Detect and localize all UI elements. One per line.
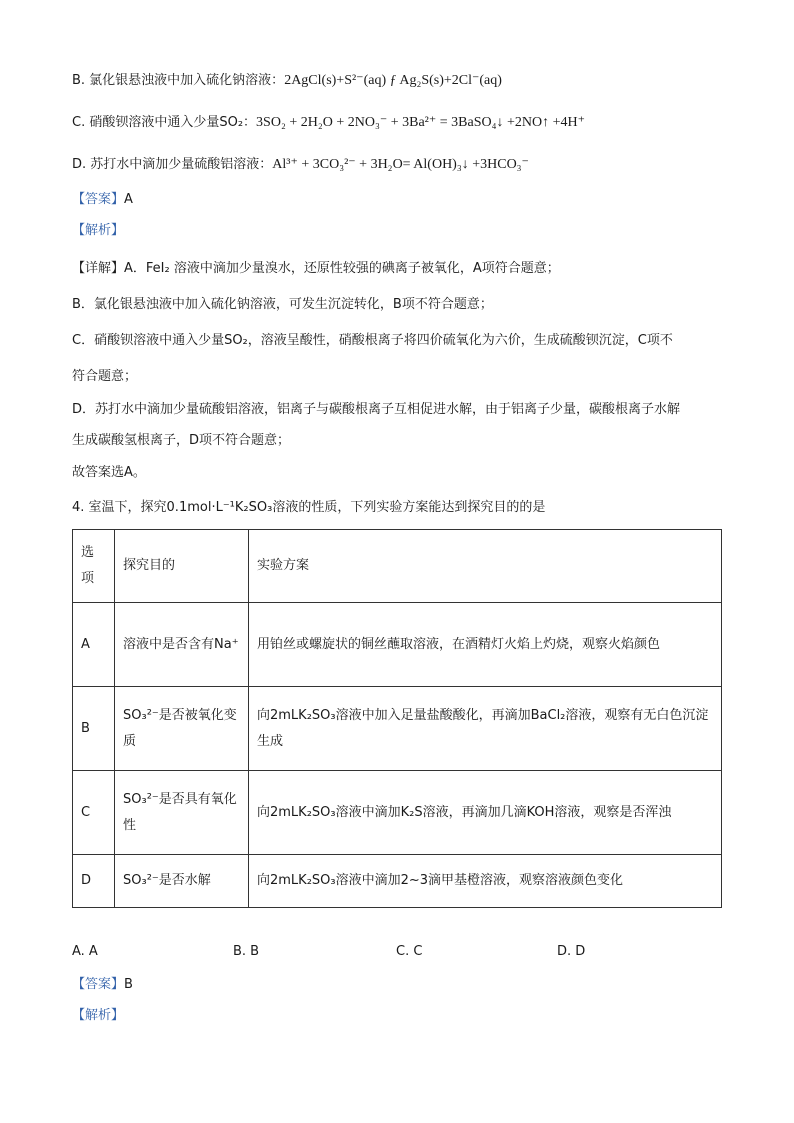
option-b-equation: 2AgCl(s)+S²⁻(aq) ƒ Ag₂S(s)+2Cl⁻(aq): [284, 73, 502, 88]
header-goal: 探究目的: [115, 530, 249, 603]
analysis-1-tag: 【解析】: [72, 223, 125, 238]
choice-a: A. A: [72, 944, 98, 959]
analysis-2-tag: 【解析】: [72, 1008, 125, 1023]
row-option: D: [73, 855, 115, 908]
option-c-line: [72, 113, 585, 133]
table-row: [73, 855, 722, 908]
option-d-equation: Al³⁺ + 3CO₃²⁻ + 3H₂O= Al(OH)₃↓ +3HCO₃⁻: [272, 157, 529, 172]
row-plan: 向2mLK₂SO₃溶液中滴加2~3滴甲基橙溶液，观察溶液颜色变化: [249, 855, 722, 908]
question-4: 4. 室温下，探究0.1mol·L⁻¹K₂SO₃溶液的性质，下列实验方案能达到探究目的的是: [72, 500, 546, 515]
answer-2: [72, 975, 133, 995]
row-goal: 溶液中是否含有Na⁺: [115, 603, 249, 687]
option-c-equation: 3SO₂ + 2H₂O + 2NO₃⁻ + 3Ba²⁺ = 3BaSO₄↓ +2NO↑ +4H⁺: [256, 115, 585, 130]
row-option: C: [73, 771, 115, 855]
detail-b: B．氯化银悬浊液中加入硫化钠溶液，可发生沉淀转化，B项不符合题意；: [72, 297, 493, 312]
table-row: [73, 603, 722, 687]
answer-2-value: B: [124, 977, 133, 992]
row-plan: 向2mLK₂SO₃溶液中滴加K₂S溶液，再滴加几滴KOH溶液，观察是否浑浊: [249, 771, 722, 855]
detail-c-1: C．硝酸钡溶液中通入少量SO₂，溶液呈酸性，硝酸根离子将四价硫氧化为六价，生成硫酸钡沉淀，C项不: [72, 333, 673, 348]
conclusion: 故答案选A。: [72, 465, 146, 480]
row-option: A: [73, 603, 115, 687]
row-goal: SO₃²⁻是否被氧化变质: [115, 687, 249, 771]
answer-1: [72, 190, 133, 210]
row-option: B: [73, 687, 115, 771]
choice-b: B. B: [233, 944, 260, 959]
header-plan: 实验方案: [249, 530, 722, 603]
table-row: [73, 687, 722, 771]
choice-c: C. C: [396, 944, 423, 959]
detail-d-2: 生成碳酸氢根离子，D项不符合题意；: [72, 433, 291, 448]
option-c-text: C. 硝酸钡溶液中通入少量SO₂：: [72, 115, 257, 130]
option-d-line: [72, 155, 529, 175]
detail-d-1: D．苏打水中滴加少量硫酸铝溶液，铝离子与碳酸根离子互相促进水解，由于铝离子少量，碳酸根离子水解: [72, 402, 681, 417]
detail-c-2: 符合题意；: [72, 369, 138, 384]
row-goal: SO₃²⁻是否水解: [115, 855, 249, 908]
header-option: 选项: [73, 530, 115, 603]
table-row: [73, 771, 722, 855]
choice-d: D. D: [557, 944, 586, 959]
row-goal: SO₃²⁻是否具有氧化性: [115, 771, 249, 855]
detail-a: 【详解】A．FeI₂ 溶液中滴加少量溴水，还原性较强的碘离子被氧化，A项符合题意；: [72, 261, 560, 276]
experiment-table: [72, 529, 722, 908]
answer-1-tag: 【答案】: [72, 192, 125, 207]
answer-2-tag: 【答案】: [72, 977, 125, 992]
option-b-text: B. 氯化银悬浊液中加入硫化钠溶液：: [72, 73, 285, 88]
table-header-row: [73, 530, 722, 603]
row-plan: 向2mLK₂SO₃溶液中加入足量盐酸酸化，再滴加BaCl₂溶液，观察有无白色沉淀生成: [249, 687, 722, 771]
option-b-line: [72, 71, 502, 91]
answer-1-value: A: [124, 192, 133, 207]
row-plan: 用铂丝或螺旋状的铜丝蘸取溶液，在酒精灯火焰上灼烧，观察火焰颜色: [249, 603, 722, 687]
option-d-text: D. 苏打水中滴加少量硫酸铝溶液：: [72, 157, 273, 172]
